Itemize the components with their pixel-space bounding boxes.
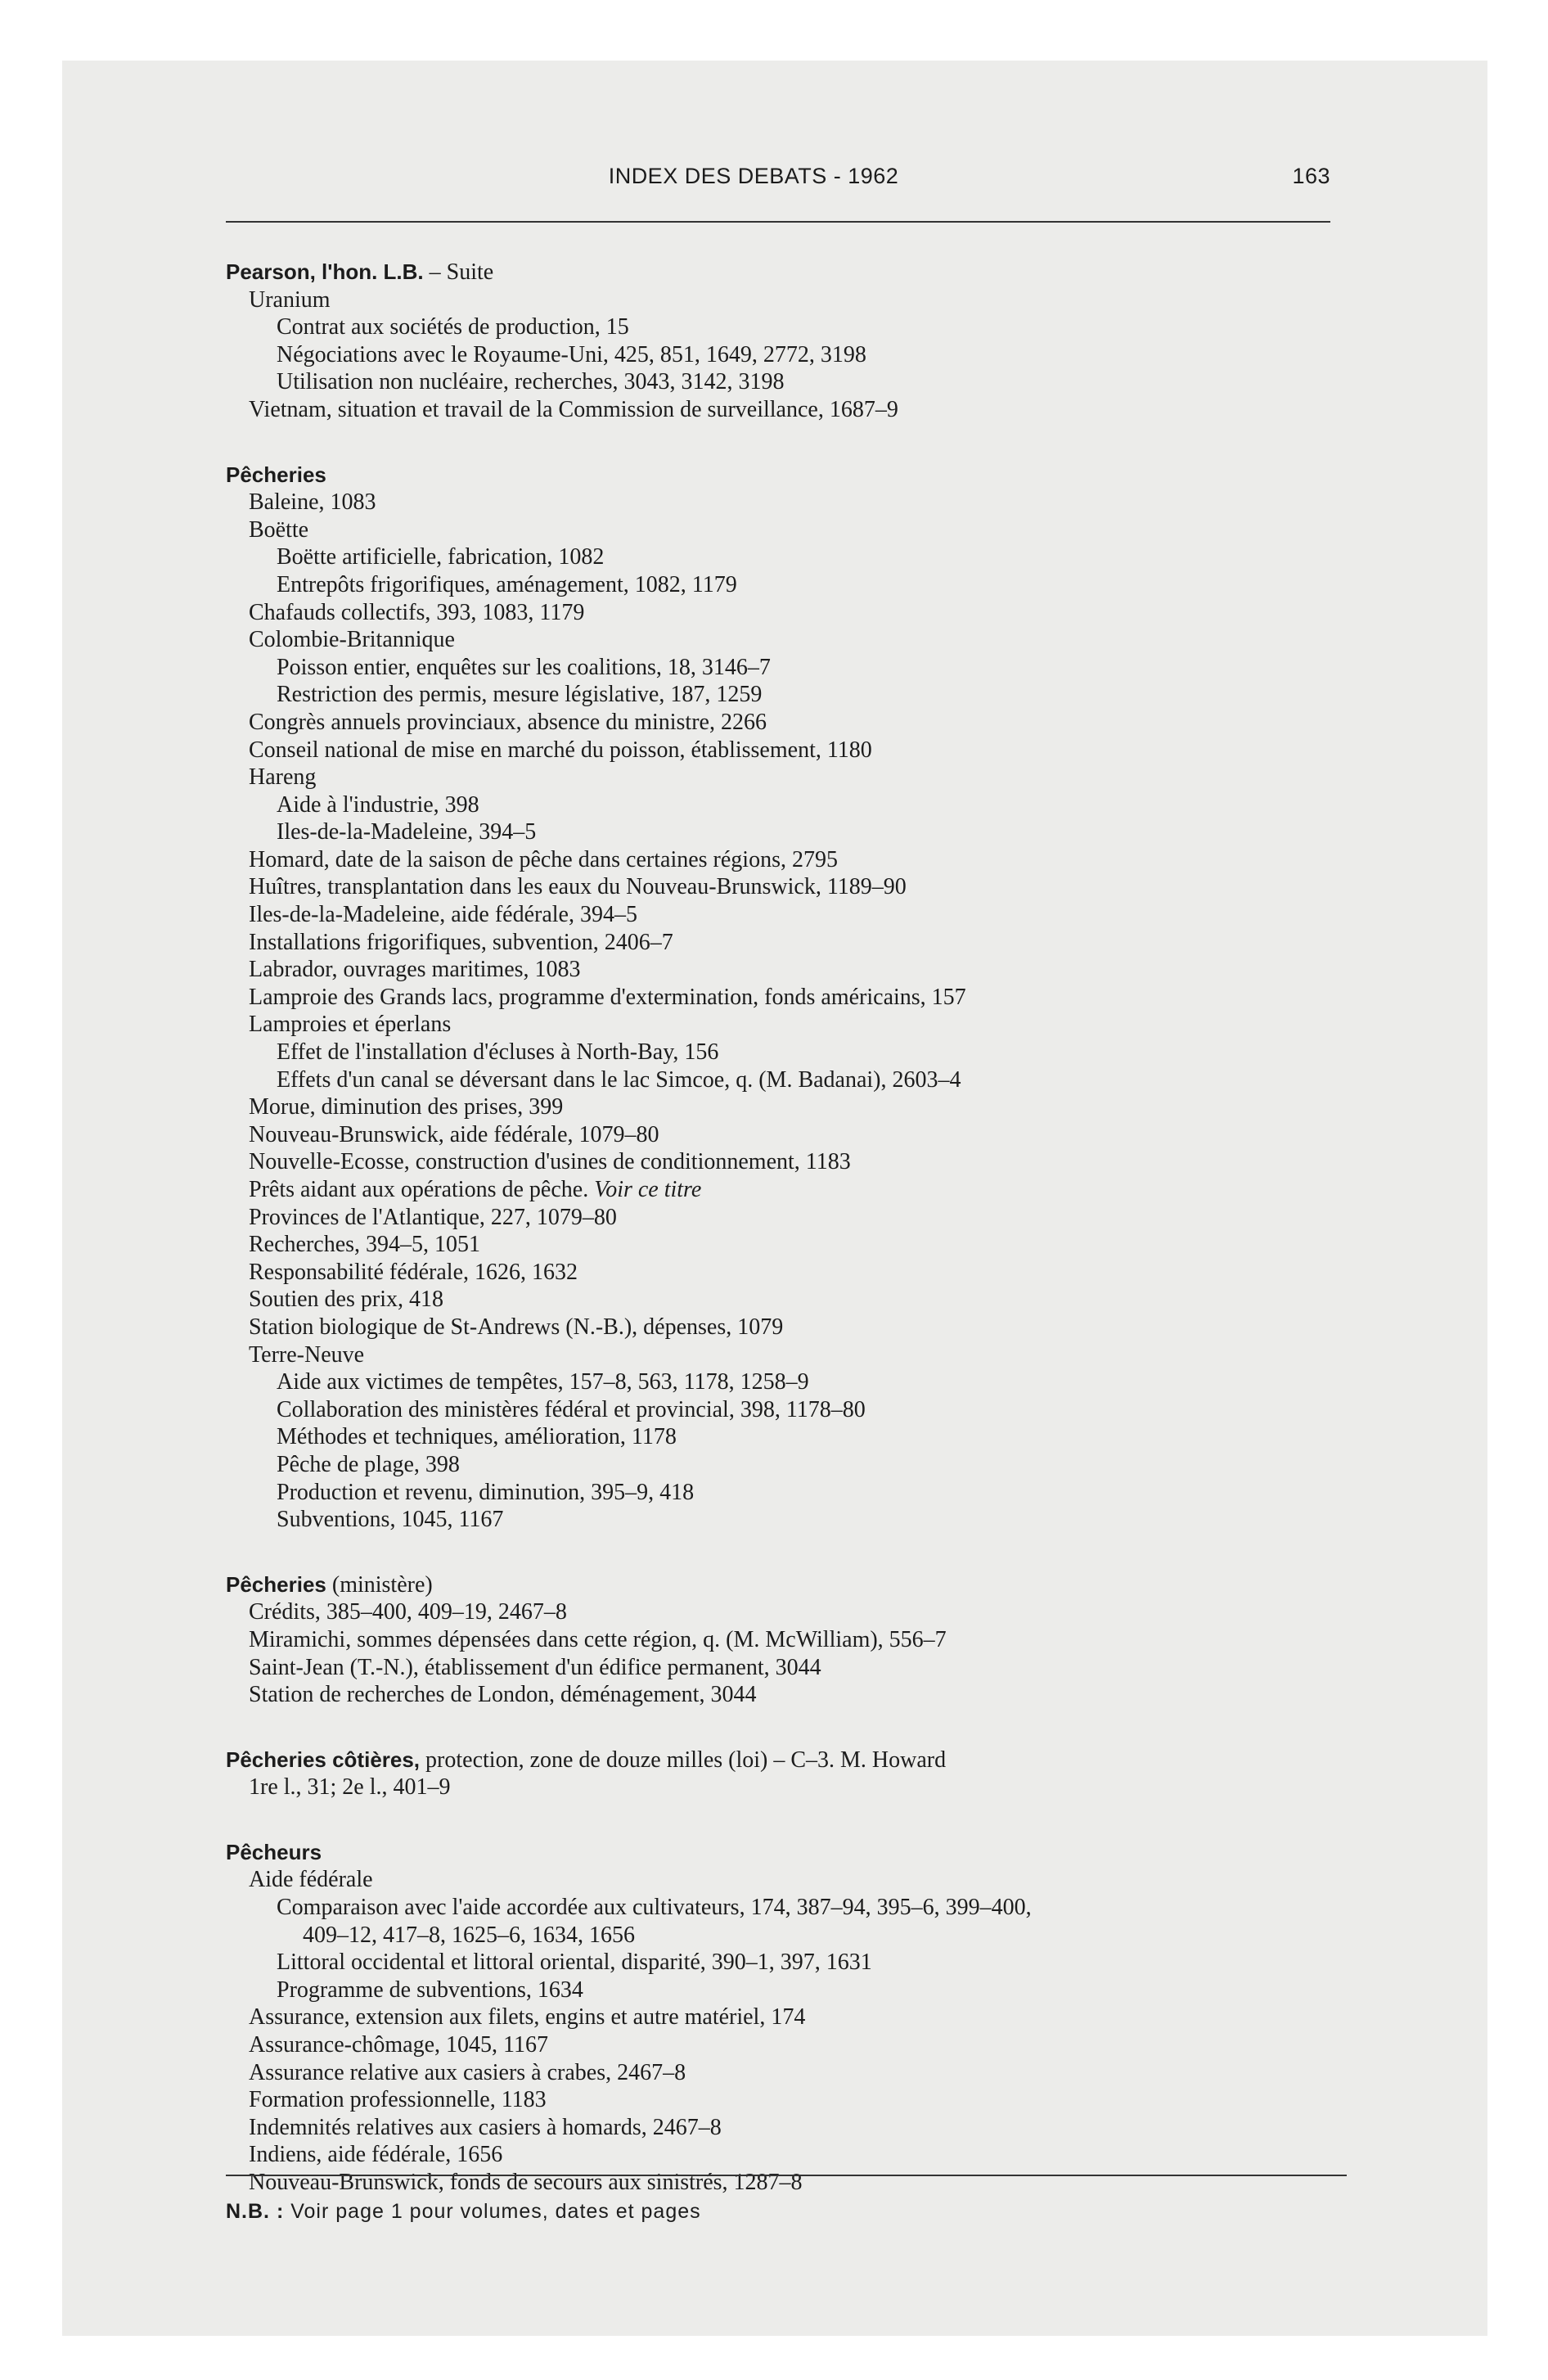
footnote [226,2200,701,2224]
section-gap [226,1709,1371,1747]
index-entry [226,599,1371,627]
entry-text: Littoral occidental et littoral oriental, disparité, 390–1, 397, 1631 [277,1950,872,1976]
entry-text: Provinces de l'Atlantique, 227, 1079–80 [249,1204,617,1230]
heading-term: Pêcheries [226,462,326,487]
index-entry [226,818,1371,846]
entry-text: Boëtte artificielle, fabrication, 1082 [277,544,605,570]
entry-text: Responsabilité fédérale, 1626, 1632 [249,1259,578,1285]
index-entry [226,1121,1371,1149]
index-entry [226,1286,1371,1314]
entry-text: Production et revenu, diminution, 395–9, 418 [277,1479,695,1505]
entry-text: Effet de l'installation d'écluses à North-Bay, 156 [277,1039,719,1066]
index-entry [226,1039,1371,1066]
entry-text: Recherches, 394–5, 1051 [249,1232,481,1258]
index-entry [226,1681,1371,1709]
entry-text: Homard, date de la saison de pêche dans certaines régions, 2795 [249,846,838,872]
entry-text: Nouvelle-Ecosse, construction d'usines de conditionnement, 1183 [249,1149,851,1175]
index-entries [226,259,1371,2197]
section-gap [226,424,1371,462]
index-entry [226,901,1371,929]
entry-text: Baleine, 1083 [249,489,376,516]
index-entry [226,2004,1371,2031]
entry-text: Miramichi, sommes dépensées dans cette région, q. (M. McWilliam), 556–7 [249,1626,947,1652]
entry-text: Collaboration des ministères fédéral et provincial, 398, 1178–80 [277,1396,866,1422]
entry-text: Restriction des permis, mesure législative, 187, 1259 [277,682,763,708]
index-heading [226,1839,1371,1867]
cross-reference: Voir ce titre [594,1177,702,1202]
index-entry [226,1176,1371,1204]
index-entry [226,1396,1371,1424]
entry-text: Entrepôts frigorifiques, aménagement, 1082, 1179 [277,571,737,597]
entry-text: Congrès annuels provinciaux, absence du ministre, 2266 [249,709,767,735]
index-entry [226,516,1371,544]
section-gap [226,1534,1371,1571]
footnote-text: Voir page 1 pour volumes, dates et pages [290,2200,701,2223]
entry-text: Boëtte [249,516,309,543]
entry-text: Iles-de-la-Madeleine, aide fédérale, 394–5 [249,902,637,928]
index-entry [226,1894,1371,1922]
heading-term: Pearson, l'hon. L.B. [226,259,424,284]
index-entry [226,681,1371,709]
index-entry [226,489,1371,516]
index-entry [226,1598,1371,1626]
index-entry [226,1314,1371,1341]
index-entry [226,1368,1371,1396]
index-entry [226,1011,1371,1039]
index-entry [226,1774,1371,1801]
entry-text: Morue, diminution des prises, 399 [249,1094,564,1120]
entry-text: Indemnités relatives aux casiers à homards, 2467–8 [249,2114,722,2140]
entry-text: Comparaison avec l'aide accordée aux cultivateurs, 174, 387–94, 395–6, 399–400, [277,1895,1032,1921]
entry-text: Pêche de plage, 398 [277,1451,460,1477]
entry-text: Labrador, ouvrages maritimes, 1083 [249,957,581,983]
entry-text: Contrat aux sociétés de production, 15 [277,314,629,340]
entry-text: Uranium [249,286,331,313]
index-entry [226,313,1371,341]
index-entry [226,1148,1371,1176]
entry-text: Poisson entier, enquêtes sur les coalitions, 18, 3146–7 [277,654,771,680]
index-entry [226,1654,1371,1682]
entry-text: Négociations avec le Royaume-Uni, 425, 851, 1649, 2772, 3198 [277,341,866,367]
entry-text: Lamproie des Grands lacs, programme d'extermination, fonds américains, 157 [249,984,966,1010]
entry-text: Méthodes et techniques, amélioration, 1178 [277,1424,677,1450]
entry-text: 409–12, 417–8, 1625–6, 1634, 1656 [303,1922,635,1948]
index-entry [226,984,1371,1012]
index-entry [226,626,1371,654]
section-gap [226,1801,1371,1839]
index-entry [226,2059,1371,2087]
footnote-label: N.B. : [226,2200,285,2223]
index-entry [226,846,1371,874]
index-entry [226,929,1371,957]
entry-text: Subventions, 1045, 1167 [277,1507,504,1533]
entry-text: Nouveau-Brunswick, fonds de secours aux sinistrés, 1287–8 [249,2170,803,2195]
entry-text: Iles-de-la-Madeleine, 394–5 [277,819,537,845]
index-entry [226,1341,1371,1369]
index-entry [226,1423,1371,1451]
index-entry [226,543,1371,571]
index-entry [226,571,1371,599]
entry-text: Formation professionnelle, 1183 [249,2087,547,2113]
index-entry [226,1506,1371,1534]
heading-term: Pêcheries [226,1571,326,1597]
index-entry [226,1259,1371,1287]
header-title: INDEX DES DEBATS - 1962 [608,164,899,188]
index-entry [226,1479,1371,1507]
entry-text: Programme de subventions, 1634 [277,1977,583,2003]
index-heading [226,462,1371,489]
index-entry [226,791,1371,819]
index-entry [226,1066,1371,1094]
index-entry [226,368,1371,396]
index-heading [226,1747,1371,1774]
entry-text: protection, zone de douze milles (loi) – C–3. M. Howard [420,1747,947,1773]
entry-text: Colombie-Britannique [249,627,455,653]
index-heading [226,259,1371,286]
entry-text: Huîtres, transplantation dans les eaux du Nouveau-Brunswick, 1189–90 [249,874,907,900]
index-heading [226,1571,1371,1599]
entry-text: Nouveau-Brunswick, aide fédérale, 1079–80 [249,1121,659,1147]
entry-text: Prêts aidant aux opérations de pêche. [249,1177,595,1202]
header-rule [226,221,1330,223]
entry-text: Station biologique de St-Andrews (N.-B.), dépenses, 1079 [249,1314,784,1340]
index-entry [226,1626,1371,1654]
entry-text: Indiens, aide fédérale, 1656 [249,2142,503,2168]
index-entry [226,2114,1371,2142]
entry-text: Utilisation non nucléaire, recherches, 3043, 3142, 3198 [277,369,785,395]
page-number: 163 [1292,164,1330,188]
entry-text: – Suite [423,259,494,285]
index-entry [226,709,1371,737]
entry-text: Soutien des prix, 418 [249,1287,443,1313]
entry-text: (ministère) [326,1571,433,1598]
entry-text: Aide aux victimes de tempêtes, 157–8, 563, 1178, 1258–9 [277,1369,809,1395]
index-entry [226,2031,1371,2059]
entry-text: Aide à l'industrie, 398 [277,791,479,818]
index-entry [226,873,1371,901]
index-entry [226,396,1371,424]
index-entry [226,1977,1371,2004]
entry-text: Crédits, 385–400, 409–19, 2467–8 [249,1599,567,1625]
entry-text: Assurance, extension aux filets, engins et autre matériel, 174 [249,2004,806,2031]
entry-text: Saint-Jean (T.-N.), établissement d'un édifice permanent, 3044 [249,1654,821,1680]
entry-text: Assurance relative aux casiers à crabes, 2467–8 [249,2059,686,2085]
entry-text: Terre-Neuve [249,1341,365,1368]
entry-text: Effets d'un canal se déversant dans le lac Simcoe, q. (M. Badanai), 2603–4 [277,1066,961,1093]
entry-text: Hareng [249,764,317,791]
entry-text: Aide fédérale [249,1867,373,1893]
entry-text: Chafauds collectifs, 393, 1083, 1179 [249,599,585,625]
footer-rule [226,2175,1347,2176]
index-entry [226,2169,1371,2197]
entry-text: Lamproies et éperlans [249,1012,452,1038]
heading-term: Pêcheries côtières, [226,1747,421,1772]
index-entry [226,1866,1371,1894]
index-entry [226,286,1371,314]
index-entry [226,1204,1371,1232]
index-entry [226,1231,1371,1259]
index-entry [226,956,1371,984]
index-entry [226,2086,1371,2114]
index-entry [226,1093,1371,1121]
index-entry [226,737,1371,764]
entry-text: Station de recherches de London, déménagement, 3044 [249,1682,757,1708]
heading-term: Pêcheurs [226,1839,322,1864]
index-entry [226,764,1371,791]
index-entry [226,1451,1371,1479]
entry-text: Conseil national de mise en marché du poisson, établissement, 1180 [249,737,872,763]
index-entry [226,2141,1371,2169]
entry-text: Installations frigorifiques, subvention, 2406–7 [249,929,673,955]
index-entry [226,654,1371,682]
entry-text: 1re l., 31; 2e l., 401–9 [249,1774,451,1801]
index-entry [226,1922,1371,1950]
index-entry [226,1949,1371,1977]
entry-text: Vietnam, situation et travail de la Commission de surveillance, 1687–9 [249,396,898,422]
index-entry [226,341,1371,369]
entry-text: Assurance-chômage, 1045, 1167 [249,2032,548,2058]
